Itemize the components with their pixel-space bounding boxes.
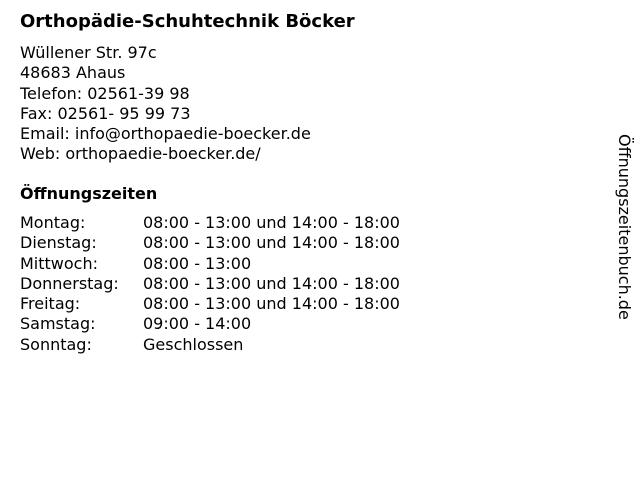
business-name: Orthopädie-Schuhtechnik Böcker <box>20 11 355 32</box>
phone-line: Telefon: 02561-39 98 <box>20 83 190 103</box>
time-value: 08:00 - 13:00 und 14:00 - 18:00 <box>143 213 400 232</box>
day-label: Freitag: <box>20 294 81 314</box>
day-label: Samstag: <box>20 314 96 334</box>
street-address: Wüllener Str. 97c <box>20 43 157 62</box>
day-label: Donnerstag: <box>20 273 119 293</box>
day-label: Mittwoch: <box>20 253 98 273</box>
time-value: Geschlossen <box>143 334 244 354</box>
web-line: Web: orthopaedie-boecker.de/ <box>20 144 261 164</box>
time-value: 08:00 - 13:00 und 14:00 - 18:00 <box>143 233 400 253</box>
time-value: 09:00 - 14:00 <box>143 314 252 334</box>
contact-block <box>20 43 311 165</box>
day-label: Montag: <box>20 213 86 232</box>
day-label: Dienstag: <box>20 233 97 253</box>
opening-hours-heading: Öffnungszeiten <box>20 184 158 203</box>
time-value: 08:00 - 13:00 und 14:00 - 18:00 <box>143 294 400 314</box>
site-watermark: Öffnungszeitenbuch.de <box>615 134 634 320</box>
fax-line: Fax: 02561- 95 99 73 <box>20 103 191 123</box>
email-line: Email: info@orthopaedie-boecker.de <box>20 124 311 144</box>
watermark-container <box>600 134 640 334</box>
time-value: 08:00 - 13:00 <box>143 253 252 273</box>
time-value: 08:00 - 13:00 und 14:00 - 18:00 <box>143 273 400 293</box>
day-label: Sonntag: <box>20 334 92 354</box>
city-line: 48683 Ahaus <box>20 63 126 83</box>
